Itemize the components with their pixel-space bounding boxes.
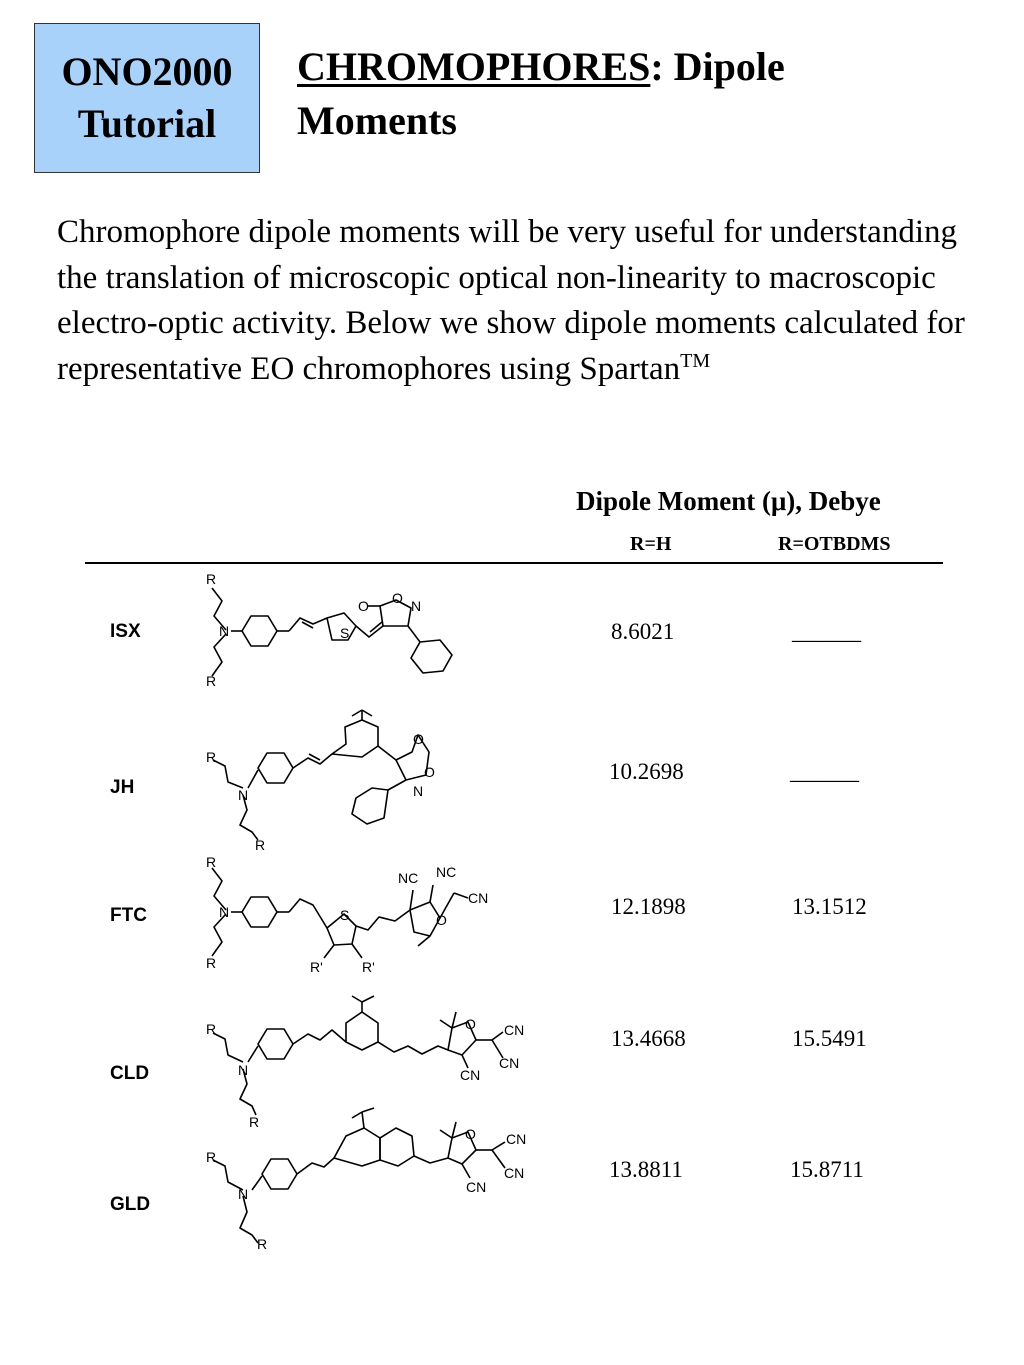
value-gld-r-otbdms: 15.8711	[790, 1157, 864, 1182]
ftc-r-prime-right: R'	[362, 959, 375, 975]
isx-r-bottom: R	[206, 673, 217, 689]
jh-r-bottom: R	[255, 837, 266, 853]
gld-cn-2: CN	[504, 1165, 525, 1181]
cld-r-top: R	[206, 1021, 217, 1037]
jh-n: N	[238, 787, 249, 803]
isx-r-top: R	[206, 571, 217, 587]
cld-n: N	[238, 1062, 249, 1078]
row-code-cld: CLD	[110, 1063, 150, 1084]
cld-cn-1: CN	[504, 1022, 525, 1038]
gld-cn-1: CN	[506, 1131, 527, 1147]
gld-n: N	[238, 1186, 249, 1202]
title-rest: : Dipole	[650, 44, 785, 89]
badge-line-1: ONO2000	[61, 49, 233, 94]
isx-n-ring: N	[411, 598, 422, 614]
jh-r-top: R	[206, 749, 217, 765]
table-header: Dipole Moment (μ), Debye	[576, 486, 881, 516]
gld-r-top: R	[206, 1149, 217, 1165]
isx-s: S	[340, 625, 350, 641]
gld-r-bottom: R	[257, 1236, 268, 1252]
title-underlined: CHROMOPHORES	[297, 44, 651, 89]
column-header-r-h: R=H	[630, 533, 672, 555]
ftc-r-prime-left: R'	[310, 959, 323, 975]
isx-o-ring: O	[392, 590, 403, 606]
isx-o-carbonyl: O	[358, 598, 369, 614]
isx-n: N	[219, 623, 230, 639]
ftc-r-bottom: R	[206, 955, 217, 971]
ftc-n: N	[219, 904, 230, 920]
value-isx-r-otbdms: ______	[792, 619, 861, 644]
cld-o: O	[465, 1016, 476, 1032]
ftc-o: O	[436, 912, 447, 928]
ftc-nc-1: NC	[398, 870, 419, 886]
value-cld-r-h: 13.4668	[611, 1026, 686, 1051]
structure-cld	[213, 996, 503, 1115]
jh-o-ring: O	[424, 764, 435, 780]
value-ftc-r-otbdms: 13.1512	[792, 894, 867, 919]
cld-cn-3: CN	[460, 1067, 481, 1083]
value-jh-r-otbdms: ______	[790, 759, 859, 784]
trademark-mark: TM	[680, 349, 711, 372]
gld-cn-3: CN	[466, 1179, 487, 1195]
row-code-jh: JH	[110, 777, 135, 798]
value-cld-r-otbdms: 15.5491	[792, 1026, 867, 1051]
ftc-s: S	[340, 907, 350, 923]
value-gld-r-h: 13.8811	[609, 1157, 683, 1182]
structure-jh	[213, 710, 429, 840]
jh-n-ring: N	[413, 783, 424, 799]
value-jh-r-h: 10.2698	[609, 759, 684, 784]
cld-cn-2: CN	[499, 1055, 520, 1071]
ftc-nc-2: NC	[436, 864, 457, 880]
ftc-cn: CN	[468, 890, 489, 906]
cld-r-bottom: R	[249, 1114, 260, 1130]
jh-o-carbonyl: O	[413, 731, 424, 747]
ftc-r-top: R	[206, 854, 217, 870]
row-code-ftc: FTC	[110, 905, 147, 926]
gld-o: O	[465, 1126, 476, 1142]
intro-text: Chromophore dipole moments will be very useful for understanding the translation of microscopic optical non-linearity to macroscopic electro-optic activity. Below we show dipole moments calculated for representative EO chromophores using Spartan	[57, 214, 965, 387]
column-header-r-otbdms: R=OTBDMS	[778, 533, 891, 555]
value-isx-r-h: 8.6021	[611, 619, 675, 644]
row-code-isx: ISX	[110, 621, 141, 642]
title-line-2: Moments	[297, 98, 457, 143]
badge-line-2: Tutorial	[77, 101, 217, 146]
row-code-gld: GLD	[110, 1194, 151, 1215]
value-ftc-r-h: 12.1898	[611, 894, 686, 919]
